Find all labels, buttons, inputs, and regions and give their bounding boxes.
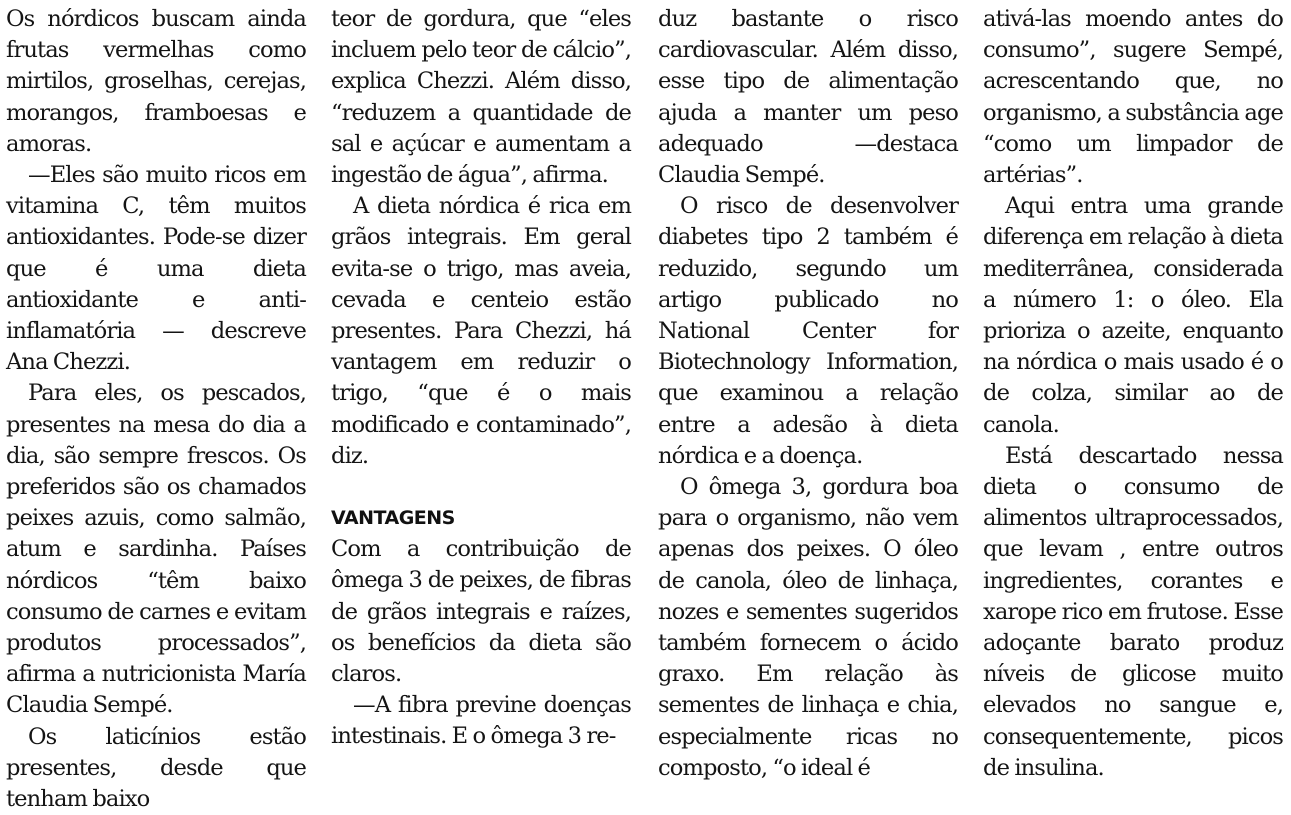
article-column-4	[983, 4, 1283, 784]
paragraph: Os nórdicos buscam ainda frutas vermelhas como mirtilos, groselhas, cerejas, morangos, framboesas e amoras.	[6, 6, 306, 157]
article-column-2	[331, 4, 631, 753]
paragraph: ativá-las moendo antes do consumo”, sugere Sempé, acrescentando que, no organismo, a substância age “como um limpador de artérias”.	[983, 6, 1283, 189]
paragraph: —A fibra previne doenças intestinais. E o ômega 3 re-	[331, 692, 631, 750]
paragraph: Os laticínios estão presentes, desde que tenham baixo	[6, 723, 306, 813]
paragraph: Com a contribuição de ômega 3 de peixes, de fibras de grãos integrais e raízes, os benefícios da dieta são claros.	[331, 536, 631, 688]
paragraph: Aqui entra uma grande diferença em relação à dieta mediterrânea, considerada a número 1: o óleo. Ela prioriza o azeite, enquanto na nórdica o mais usado é o de colza, similar ao de canola.	[983, 193, 1283, 438]
section-subheading: VANTAGENS	[331, 507, 455, 530]
paragraph: duz bastante o risco cardiovascular. Além disso, esse tipo de alimentação ajuda a manter um peso adequado —destaca Claudia Sempé.	[658, 6, 958, 189]
paragraph: —Eles são muito ricos em vitamina C, têm muitos antioxidantes. Pode-se dizer que é uma dieta antioxidante e anti-inflamatória — descreve Ana Chezzi.	[6, 162, 306, 376]
article-column-1	[6, 4, 306, 815]
paragraph: O risco de desenvolver diabetes tipo 2 também é reduzido, segundo um artigo publicado no National Center for Biotechnology Information, que examinou a relação entre a adesão à dieta nórdica e a doença.	[658, 193, 958, 469]
paragraph: Está descartado nessa dieta o consumo de alimentos ultraprocessados, que levam , entre outros ingredientes, corantes e xarope rico em frutose. Esse adoçante barato produz níveis de glicose muito elevados no sangue e, consequentemente, picos de insulina.	[983, 442, 1283, 781]
paragraph: O ômega 3, gordura boa para o organismo, não vem apenas dos peixes. O óleo de canola, óleo de linhaça, nozes e sementes sugeridos também fornecem o ácido graxo. Em relação às sementes de linhaça e chia, especialmente ricas no composto, “o ideal é	[658, 474, 958, 781]
paragraph: teor de gordura, que “eles incluem pelo teor de cálcio”, explica Chezzi. Além disso, “reduzem a quantidade de sal e açúcar e aumentam a ingestão de água”, afirma.	[331, 6, 631, 189]
paragraph: Para eles, os pescados, presentes na mesa do dia a dia, são sempre frescos. Os preferidos são os chamados peixes azuis, como salmão, atum e sardinha. Países nórdicos “têm baixo consumo de carnes e evitam produtos processados”, afirma a nutricionista María Claudia Sempé.	[6, 380, 306, 719]
paragraph: A dieta nórdica é rica em grãos integrais. Em geral evita-se o trigo, mas aveia, cevada e centeio estão presentes. Para Chezzi, há vantagem em reduzir o trigo, “que é o mais modificado e contaminado”, diz.	[331, 193, 631, 469]
article-column-3	[658, 4, 958, 784]
